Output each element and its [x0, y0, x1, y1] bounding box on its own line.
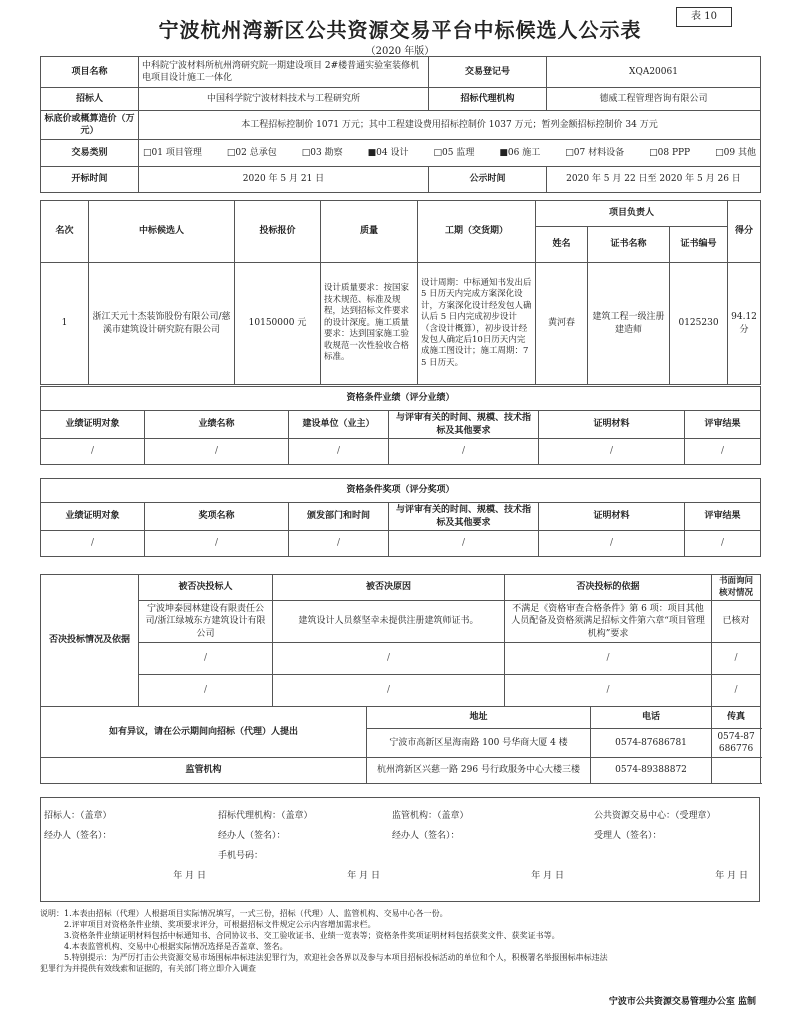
bid-price: 10150000 元 [235, 263, 321, 385]
column-header: 建设单位（业主） [289, 411, 389, 439]
leader-header: 项目负责人 [536, 201, 728, 227]
type-option: □08 PPP [649, 147, 691, 158]
candidate-name: 浙江天元十杰装饰股份有限公司/慈溪市建筑设计研究院有限公司 [89, 263, 235, 385]
rejected-table [40, 574, 761, 784]
column-header: 业绩证明对象 [41, 411, 145, 439]
type-option: ■04 设计 [367, 147, 409, 158]
price-label: 标底价或概算造价（万元） [41, 111, 139, 140]
reg-no-label: 交易登记号 [429, 57, 547, 88]
type-option: □05 监理 [433, 147, 475, 158]
table-row [41, 643, 761, 675]
table-cell: / [389, 531, 539, 557]
address-label: 地址 [367, 707, 591, 729]
form-number: 表 10 [676, 7, 732, 27]
score-cell: 94.12 分 [728, 263, 761, 385]
table-cell: / [145, 531, 289, 557]
mobile-field: 手机号码： [218, 851, 264, 861]
column-header: 颁发部门和时间 [289, 503, 389, 531]
table-cell: / [289, 531, 389, 557]
notes [40, 908, 760, 974]
type-option: □07 材料设备 [565, 147, 625, 158]
table-cell: / [139, 643, 273, 675]
info-table [40, 56, 761, 193]
table-cell: / [289, 439, 389, 465]
tenderer: 中国科学院宁波材料技术与工程研究所 [139, 88, 429, 111]
cert-name: 建筑工程一级注册建造师 [588, 263, 670, 385]
column-header: 业绩名称 [145, 411, 289, 439]
note-line: 犯罪行为并提供有效线索和证据的，有关部门将立即介入调查 [40, 964, 256, 973]
column-header: 证明材料 [539, 411, 685, 439]
type-option: □03 勘察 [301, 147, 343, 158]
center-seal: 公共资源交易中心：（受理章） [594, 811, 716, 821]
agency-seal: 招标代理机构：（盖章） [218, 811, 313, 821]
note-line: 5.特别提示：为严厉打击公共资源交易市场围标串标违法犯罪行为，欢迎社会各界以及参与本项目招标投标活动的单位和个人，积极署名举报围标串标违法 [40, 953, 608, 962]
type-option: ■06 施工 [499, 147, 541, 158]
table-cell [712, 758, 761, 784]
supervisor-signature [392, 806, 572, 886]
phone-label: 电话 [591, 707, 712, 729]
tenderer-seal: 招标人：（盖章） [44, 811, 112, 821]
open-time-label: 开标时间 [41, 167, 139, 193]
period-header: 工期（交货期） [418, 201, 536, 263]
awards-table [40, 478, 761, 557]
table-row [41, 439, 761, 465]
cert-name-header: 证书名称 [588, 227, 670, 263]
contact-phone: 0574-87686781 [591, 729, 712, 758]
table-cell: / [539, 439, 685, 465]
table-cell: / [139, 675, 273, 707]
name-header: 中标候选人 [89, 201, 235, 263]
edition-label: （2020 年版） [365, 46, 435, 57]
supervisor-phone: 0574-89388872 [591, 758, 712, 784]
page-title: 宁波杭州湾新区公共资源交易平台中标候选人公示表 [158, 18, 642, 42]
footer-credit: 宁波市公共资源交易管理办公室 监制 [608, 997, 756, 1007]
column-header: 评审结果 [685, 503, 761, 531]
rejected-label: 否决投标情况及依据 [41, 575, 139, 707]
rejected-reason: 建筑设计人员蔡坚幸未提供注册建筑师证书。 [273, 601, 505, 643]
handler-signature: 经办人（签名）： [392, 831, 460, 841]
project-name: 中科院宁波材料所杭州湾研究院一期建设项目 2#楼普通实验室装修机电项目设计施工一体化 [139, 57, 429, 88]
quality-header: 质量 [321, 201, 418, 263]
table-cell: / [505, 675, 712, 707]
sign-date: 年 月 日 [531, 871, 564, 881]
contact-address: 宁波市高新区星海南路 100 号华商大厦 4 楼 [367, 729, 591, 758]
tenderer-label: 招标人 [41, 88, 139, 111]
agency-label: 招标代理机构 [429, 88, 547, 111]
bid-header: 投标报价 [235, 201, 321, 263]
fax-label: 传真 [712, 707, 761, 729]
open-time: 2020 年 5 月 21 日 [139, 167, 429, 193]
table-row [41, 675, 761, 707]
table-cell: / [685, 439, 761, 465]
tenderer-signature [44, 806, 214, 886]
sign-date: 年 月 日 [173, 871, 206, 881]
column-header: 与评审有关的时间、规模、技术指标及其他要求 [389, 503, 539, 531]
quality-cell: 设计质量要求：按国家技术规范、标准及规程，达到招标文件要求的设计深度。施工质量要求：达到国家施工验收规范一次性验收合格标准。 [321, 263, 418, 385]
supervisor-seal: 监管机构：（盖章） [392, 811, 469, 821]
table-row [41, 601, 761, 643]
column-header: 评审结果 [685, 411, 761, 439]
table-row [41, 531, 761, 557]
table-cell: / [539, 531, 685, 557]
column-header: 证明材料 [539, 503, 685, 531]
table-cell: / [273, 643, 505, 675]
table-cell: / [41, 531, 145, 557]
supervisor-label: 监管机构 [41, 758, 367, 784]
column-header: 被否决原因 [273, 575, 505, 601]
table-cell: / [685, 531, 761, 557]
handler-signature: 经办人（签名）： [44, 831, 112, 841]
handler-signature: 经办人（签名）： [218, 831, 286, 841]
note-line: 3.资格条件业绩证明材料包括中标通知书、合同协议书、交工验收证书、业绩一览表等；资格条件奖项证明材料包括获奖文件、获奖证书等。 [40, 931, 560, 940]
project-name-label: 项目名称 [41, 57, 139, 88]
awards-title: 资格条件奖项（评分奖项） [41, 479, 761, 503]
center-signature [594, 806, 756, 886]
type-option: □01 项目管理 [143, 147, 202, 158]
publicity-label: 公示时间 [429, 167, 547, 193]
column-header: 被否决投标人 [139, 575, 273, 601]
rank-header: 名次 [41, 201, 89, 263]
objection-label: 如有异议，请在公示期间向招标（代理）人提出 [41, 707, 367, 758]
candidates-table [40, 200, 761, 385]
rank-cell: 1 [41, 263, 89, 385]
table-cell: / [505, 643, 712, 675]
agency-signature [218, 806, 388, 886]
leader-name: 黄河春 [536, 263, 588, 385]
sign-date: 年 月 日 [715, 871, 748, 881]
table-row [41, 263, 761, 385]
column-header: 奖项名称 [145, 503, 289, 531]
table-cell: / [712, 675, 761, 707]
column-header: 书面询问核对情况 [712, 575, 761, 601]
leader-name-header: 姓名 [536, 227, 588, 263]
check-status: 已核对 [712, 601, 761, 643]
table-cell: / [41, 439, 145, 465]
column-header: 否决投标的依据 [505, 575, 712, 601]
contact-fax: 0574-87686776 [712, 729, 761, 758]
table-cell: / [712, 643, 761, 675]
agency: 德威工程管理咨询有限公司 [547, 88, 761, 111]
rejected-basis: 不满足《资格审查合格条件》第 6 项：项目其他人员配备及资格须满足招标文件第六章“项目管理机构”要求 [505, 601, 712, 643]
note-line: 2.评审项目对资格条件业绩、奖项要求评分，可根据招标文件规定公示内容增加需求栏。 [40, 920, 376, 929]
performance-table [40, 386, 761, 465]
table-cell: / [145, 439, 289, 465]
receiver-signature: 受理人（签名）： [594, 831, 662, 841]
note-line: 4.本表监管机构、交易中心根据实际情况选择是否盖章、签名。 [40, 942, 288, 951]
note-line: 说明：1.本表由招标（代理）人根据项目实际情况填写，一式三份，招标（代理）人、监管机构、交易中心各一份。 [40, 909, 448, 918]
sign-date: 年 月 日 [347, 871, 380, 881]
type-option: □09 其他 [715, 147, 756, 158]
table-cell: / [273, 675, 505, 707]
rejected-bidder: 宁波坤泰园林建设有限责任公司/浙江绿城东方建筑设计有限公司 [139, 601, 273, 643]
type-option: □02 总承包 [226, 147, 277, 158]
score-header: 得分 [728, 201, 761, 263]
cert-no-header: 证书编号 [670, 227, 728, 263]
performance-title: 资格条件业绩（评分业绩） [41, 387, 761, 411]
table-cell: / [389, 439, 539, 465]
cert-no: 0125230 [670, 263, 728, 385]
reg-no: XQA20061 [547, 57, 761, 88]
type-options [139, 147, 760, 159]
type-label: 交易类别 [41, 140, 139, 167]
publicity-time: 2020 年 5 月 22 日至 2020 年 5 月 26 日 [547, 167, 761, 193]
price-text: 本工程招标控制价 1071 万元；其中工程建设费用招标控制价 1037 万元；暂列金额招标控制价 34 万元 [139, 111, 761, 140]
column-header: 业绩证明对象 [41, 503, 145, 531]
supervisor-address: 杭州湾新区兴慈一路 296 号行政服务中心大楼三楼 [367, 758, 591, 784]
period-cell: 设计周期：中标通知书发出后 5 日历天内完成方案深化设计，方案深化设计经发包人确认后 5 日内完成初步设计（含设计概算），初步设计经发包人确定后10日历天内完成施工图设计；施工周期：75 日历天。 [418, 263, 536, 385]
column-header: 与评审有关的时间、规模、技术指标及其他要求 [389, 411, 539, 439]
